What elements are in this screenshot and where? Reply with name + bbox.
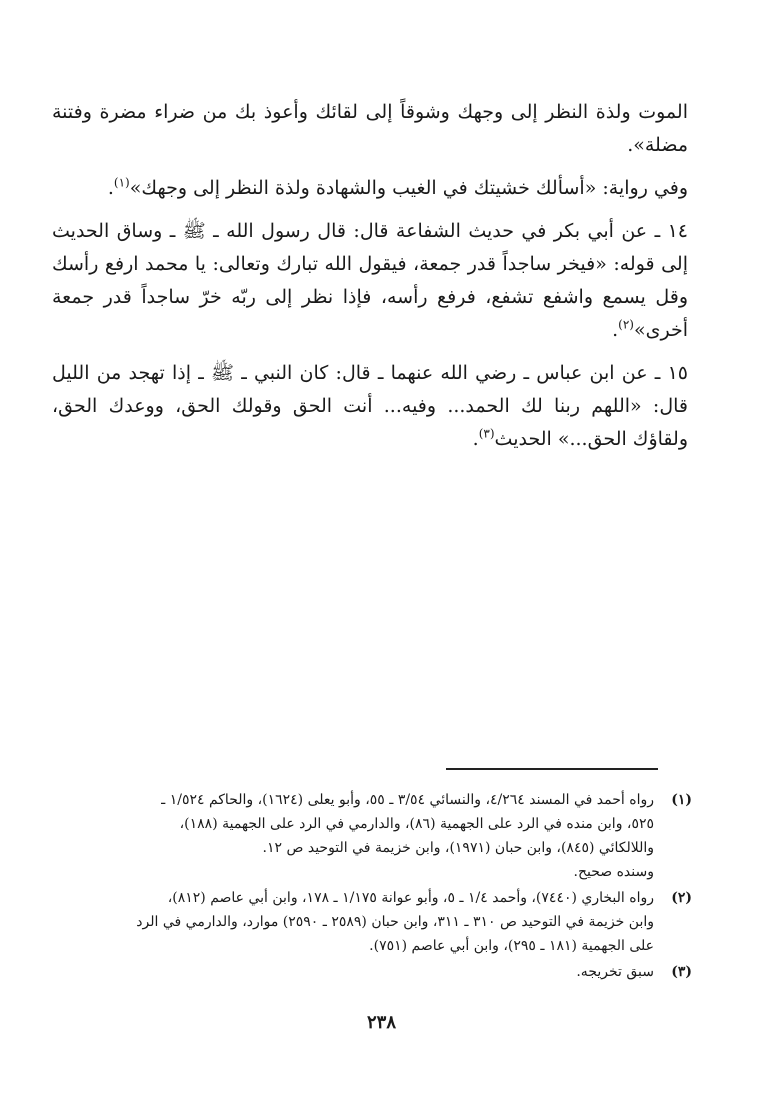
- paragraph-4-text: ١٥ ـ عن ابن عباس ـ رضي الله عنهما ـ قال: كان النبي ـ ﷺ ـ إذا تهجد من الليل قال: «اللهم ربنا لك الحمد... وفيه... أنت الحق وقولك الحق، ووعدك الحق، ولقاؤك الحق...» الحديث: [52, 362, 688, 450]
- footnote-line: على الجهمية (١٨١ ـ ٢٩٥)، وابن أبي عاصم (٧٥١).: [369, 938, 654, 954]
- footnote-3: [52, 960, 692, 984]
- footnote-line: رواه أحمد في المسند ٤/٢٦٤، والنسائي ٣/٥٤ ـ ٥٥، وأبو يعلى (١٦٢٤)، والحاكم ١/٥٢٤ ـ: [161, 792, 654, 808]
- footnote-body: [52, 788, 654, 884]
- footnote-line: سبق تخريجه.: [576, 964, 654, 980]
- footnote-ref-1: (١): [113, 175, 130, 190]
- footnote-body: [52, 960, 654, 984]
- paragraph-1: [52, 96, 688, 162]
- footnote-ref-3: (٣): [478, 426, 495, 441]
- paragraph-1-text: الموت ولذة النظر إلى وجهك وشوقاً إلى لقائك وأعوذ بك من ضراء مضرة وفتنة مضلة».: [52, 101, 688, 156]
- footnote-line: واللالكائي (٨٤٥)، وابن حبان (١٩٧١)، وابن خزيمة في التوحيد ص ١٢.: [262, 840, 654, 856]
- page-number: ٢٣٨: [366, 1012, 396, 1033]
- paragraph-4-end: .: [472, 428, 479, 450]
- footnotes: [52, 788, 692, 986]
- paragraph-3-end: .: [612, 319, 619, 341]
- footnote-separator: [446, 768, 658, 770]
- paragraph-2-text: وفي رواية: «أسألك خشيتك في الغيب والشهادة ولذة النظر إلى وجهك»: [129, 177, 688, 199]
- footnote-line: وسنده صحيح.: [573, 864, 654, 880]
- footnote-number: (٢): [671, 890, 692, 906]
- footnote-line: ٥٢٥، وابن منده في الرد على الجهمية (٨٦)، والدارمي في الرد على الجهمية (١٨٨)،: [179, 816, 654, 832]
- footnote-number: (١): [671, 792, 692, 808]
- paragraph-2-end: .: [107, 177, 114, 199]
- footnote-line: وابن خزيمة في التوحيد ص ٣١٠ ـ ٣١١، وابن حبان (٢٥٨٩ ـ ٢٥٩٠) موارد، والدارمي في الرد: [136, 914, 654, 930]
- footnote-2: [52, 886, 692, 958]
- footnote-line: رواه البخاري (٧٤٤٠)، وأحمد ١/٤ ـ ٥، وأبو عوانة ١/١٧٥ ـ ١٧٨، وابن أبي عاصم (٨١٢)،: [167, 890, 654, 906]
- main-text: [52, 96, 688, 466]
- footnote-ref-2: (٢): [618, 317, 634, 332]
- footnote-number: (٣): [671, 964, 692, 980]
- paragraph-3: [52, 215, 688, 347]
- footnote-body: [52, 886, 654, 958]
- paragraph-3-text: ١٤ ـ عن أبي بكر في حديث الشفاعة قال: قال رسول الله ـ ﷺ ـ وساق الحديث إلى قوله: «فيخر ساجداً قدر جمعة، فيقول الله تبارك وتعالى: يا محمد ارفع رأسك وقل يسمع واشفع تشفع، فرفع رأسه، فإذا نظر إلى ربّه خرّ ساجداً قدر جمعة أخرى»: [52, 220, 688, 341]
- footnote-1: [52, 788, 692, 884]
- paragraph-2: [52, 172, 688, 205]
- paragraph-4: [52, 357, 688, 456]
